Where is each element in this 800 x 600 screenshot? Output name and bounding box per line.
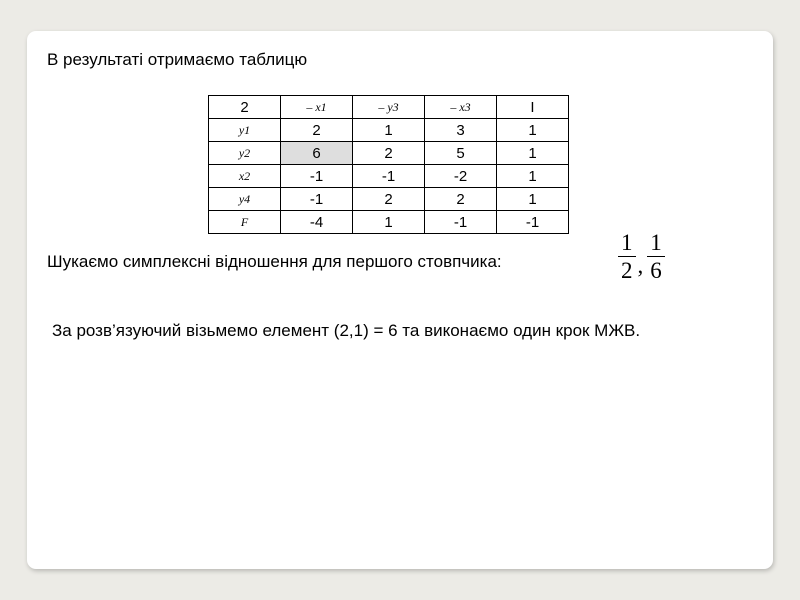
- table-cell: 1: [353, 211, 425, 234]
- table-cell: 1: [353, 119, 425, 142]
- table-cell: -4: [281, 211, 353, 234]
- table-cell: 2: [353, 142, 425, 165]
- table-row: [209, 165, 569, 188]
- table-cell: 5: [425, 142, 497, 165]
- ratios-formula: [618, 230, 665, 284]
- fraction: [618, 230, 636, 284]
- table-cell: -1: [281, 165, 353, 188]
- row-header: x2: [209, 165, 281, 188]
- fraction-numerator: 1: [647, 230, 665, 257]
- table-cell: 2: [353, 188, 425, 211]
- row-header: y1: [209, 119, 281, 142]
- table-cell: -1: [281, 188, 353, 211]
- column-header: I: [497, 96, 569, 119]
- table-cell: -1: [497, 211, 569, 234]
- pivot-cell: 6: [281, 142, 353, 165]
- conclusion-text: За розв’язуючий візьмемо елемент (2,1) = 6 та виконаємо один крок МЖВ.: [52, 321, 641, 340]
- table-row: [209, 119, 569, 142]
- fraction-denominator: 6: [650, 258, 662, 284]
- fraction: [647, 230, 665, 284]
- table-cell: -1: [425, 211, 497, 234]
- row-header: F: [209, 211, 281, 234]
- fraction-denominator: 2: [621, 258, 633, 284]
- table-cell: 1: [497, 165, 569, 188]
- row-header: y2: [209, 142, 281, 165]
- column-header: – x1: [281, 96, 353, 119]
- table-cell: -1: [353, 165, 425, 188]
- table-cell: 3: [425, 119, 497, 142]
- fraction-separator: ,: [637, 252, 644, 278]
- table-cell: -2: [425, 165, 497, 188]
- corner-cell: 2: [209, 96, 281, 119]
- table-cell: 2: [281, 119, 353, 142]
- table-header-row: [209, 96, 569, 119]
- simplex-table: [208, 95, 569, 234]
- table-row: [209, 142, 569, 165]
- row-header: y4: [209, 188, 281, 211]
- table-cell: 1: [497, 119, 569, 142]
- heading: В результаті отримаємо таблицю: [47, 50, 308, 69]
- table-row: [209, 188, 569, 211]
- table-cell: 1: [497, 188, 569, 211]
- ratios-label: Шукаємо симплексні відношення для першого стовпчика:: [47, 252, 502, 271]
- fraction-numerator: 1: [618, 230, 636, 257]
- column-header: – y3: [353, 96, 425, 119]
- table-row: [209, 211, 569, 234]
- table-cell: 2: [425, 188, 497, 211]
- column-header: – x3: [425, 96, 497, 119]
- table-cell: 1: [497, 142, 569, 165]
